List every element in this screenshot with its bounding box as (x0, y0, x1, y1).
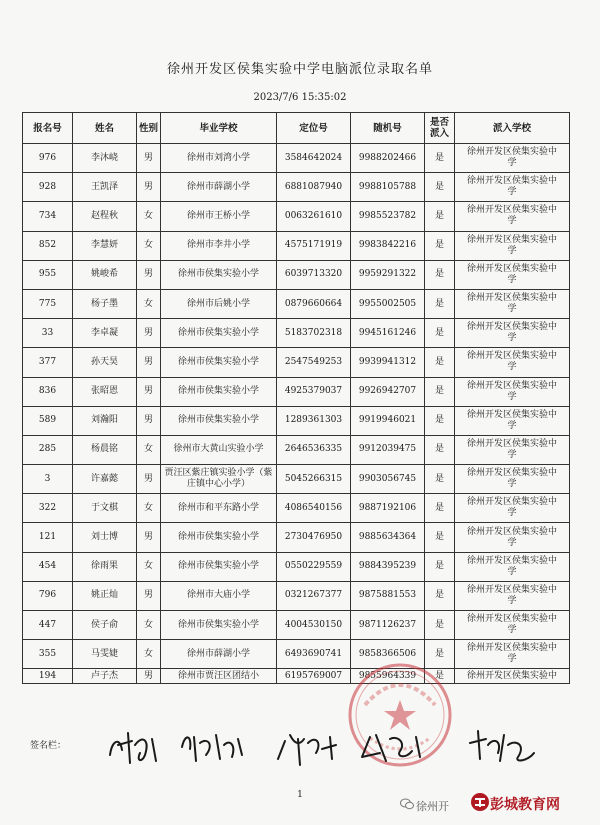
cell-gender: 女 (137, 611, 161, 640)
page-number: 1 (297, 790, 303, 800)
cell-position-number: 3584642024 (277, 144, 351, 173)
table-row (23, 494, 570, 523)
cell-id: 285 (23, 435, 73, 464)
table-row (23, 377, 570, 406)
cell-random-number: 9885634364 (351, 523, 425, 552)
cell-position-number: 2730476950 (277, 523, 351, 552)
cell-id: 3 (23, 465, 73, 494)
cell-position-number: 2547549253 (277, 348, 351, 377)
destination-line: 徐州开发区侯集实验中 (466, 670, 557, 681)
cell-random-number: 9988202466 (351, 144, 425, 173)
destination-line: 学 (507, 595, 517, 606)
cell-name: 姚正灿 (73, 581, 137, 610)
destination-line: 学 (507, 479, 517, 490)
cell-name: 李沐峣 (73, 144, 137, 173)
cell-position-number: 0879660664 (277, 289, 351, 318)
cell-position-number: 0550229559 (277, 552, 351, 581)
cell-position-number: 6039713320 (277, 260, 351, 289)
header-admitted: 是否派入 (425, 113, 455, 144)
cell-random-number: 9919946021 (351, 406, 425, 435)
cell-destination (455, 406, 570, 435)
header-position-number: 定位号 (277, 113, 351, 144)
cell-school: 徐州市侯集实验小学 (161, 406, 277, 435)
cell-destination (455, 144, 570, 173)
cell-name: 刘士博 (73, 523, 137, 552)
cell-admitted: 是 (425, 669, 455, 684)
destination-line: 徐州开发区侯集实验中 (466, 584, 557, 595)
cell-admitted: 是 (425, 435, 455, 464)
destination-line: 徐州开发区侯集实验中 (466, 409, 557, 420)
destination-line: 徐州开发区侯集实验中 (466, 526, 557, 537)
table-row (23, 611, 570, 640)
destination-line: 徐州开发区侯集实验中 (466, 497, 557, 508)
cell-name: 马雯婕 (73, 640, 137, 669)
cell-name: 侯子俞 (73, 611, 137, 640)
cell-admitted: 是 (425, 289, 455, 318)
watermark (402, 792, 597, 822)
destination-line: 学 (507, 304, 517, 315)
cell-id: 447 (23, 611, 73, 640)
cell-position-number: 1289361303 (277, 406, 351, 435)
cell-id: 852 (23, 231, 73, 260)
cell-school: 徐州市侯集实验小学 (161, 319, 277, 348)
cell-gender: 男 (137, 144, 161, 173)
destination-line: 徐州开发区侯集实验中 (466, 263, 557, 274)
cell-school: 徐州市侯集实验小学 (161, 611, 277, 640)
cell-gender: 男 (137, 348, 161, 377)
signature-label: 签名栏： (30, 741, 67, 751)
cell-destination (455, 435, 570, 464)
cell-school: 徐州市大黄山实验小学 (161, 435, 277, 464)
cell-admitted: 是 (425, 260, 455, 289)
cell-name: 张昭恩 (73, 377, 137, 406)
cell-school: 徐州市薛湖小学 (161, 173, 277, 202)
cell-school: 贾汪区紫庄镇实验小学（紫庄镇中心小学） (161, 465, 277, 494)
cell-name: 赵程秋 (73, 202, 137, 231)
cell-random-number: 9855964339 (351, 669, 425, 684)
cell-school: 徐州市薛湖小学 (161, 640, 277, 669)
cell-gender: 男 (137, 260, 161, 289)
cell-position-number: 0063261610 (277, 202, 351, 231)
cell-id: 734 (23, 202, 73, 231)
destination-line: 徐州开发区侯集实验中 (466, 468, 557, 479)
table-row (23, 319, 570, 348)
cell-position-number: 4004530150 (277, 611, 351, 640)
cell-school: 徐州市侯集实验小学 (161, 260, 277, 289)
cell-school: 徐州市刘湾小学 (161, 144, 277, 173)
table-row (23, 523, 570, 552)
cell-school: 徐州市大庙小学 (161, 581, 277, 610)
cell-position-number: 6881087940 (277, 173, 351, 202)
header-name: 姓名 (73, 113, 137, 144)
cell-position-number: 2646536335 (277, 435, 351, 464)
cell-gender: 女 (137, 435, 161, 464)
cell-school: 徐州市侯集实验小学 (161, 523, 277, 552)
destination-line: 学 (507, 274, 517, 285)
cell-position-number: 0321267377 (277, 581, 351, 610)
table-body (23, 144, 570, 684)
cell-id: 775 (23, 289, 73, 318)
brand-logo-icon (470, 792, 490, 812)
cell-school: 徐州市后姚小学 (161, 289, 277, 318)
cell-random-number: 9955002505 (351, 289, 425, 318)
cell-destination (455, 552, 570, 581)
destination-line: 徐州开发区侯集实验中 (466, 614, 557, 625)
cell-admitted: 是 (425, 465, 455, 494)
table-row (23, 289, 570, 318)
cell-destination (455, 669, 570, 684)
cell-admitted: 是 (425, 231, 455, 260)
cell-destination (455, 611, 570, 640)
table-row (23, 260, 570, 289)
destination-line: 徐州开发区侯集实验中 (466, 643, 557, 654)
cell-random-number: 9887192106 (351, 494, 425, 523)
wechat-icon (400, 798, 414, 810)
cell-destination (455, 231, 570, 260)
cell-id: 322 (23, 494, 73, 523)
cell-destination (455, 465, 570, 494)
destination-line: 学 (507, 654, 517, 665)
cell-random-number: 9858366506 (351, 640, 425, 669)
cell-admitted: 是 (425, 319, 455, 348)
cell-id: 976 (23, 144, 73, 173)
cell-school: 徐州市侯集实验小学 (161, 348, 277, 377)
cell-admitted: 是 (425, 640, 455, 669)
cell-name: 李卓凝 (73, 319, 137, 348)
cell-destination (455, 173, 570, 202)
cell-name: 许嘉懿 (73, 465, 137, 494)
table-row (23, 435, 570, 464)
cell-admitted: 是 (425, 377, 455, 406)
table-row (23, 202, 570, 231)
cell-id: 836 (23, 377, 73, 406)
destination-line: 学 (507, 245, 517, 256)
cell-gender: 女 (137, 552, 161, 581)
table-row (23, 581, 570, 610)
cell-gender: 男 (137, 669, 161, 684)
timestamp: 2023/7/6 15:35:02 (253, 92, 347, 103)
cell-random-number: 9903056745 (351, 465, 425, 494)
table-header-row (23, 113, 570, 144)
cell-position-number: 6493690741 (277, 640, 351, 669)
destination-line: 徐州开发区侯集实验中 (466, 176, 557, 187)
table-row (23, 406, 570, 435)
cell-destination (455, 494, 570, 523)
destination-line: 徐州开发区侯集实验中 (466, 555, 557, 566)
cell-random-number: 9912039475 (351, 435, 425, 464)
destination-line: 徐州开发区侯集实验中 (466, 322, 557, 333)
destination-line: 学 (507, 420, 517, 431)
table-row (23, 231, 570, 260)
destination-line: 学 (507, 158, 517, 169)
cell-name: 李慧妍 (73, 231, 137, 260)
cell-name: 徐雨果 (73, 552, 137, 581)
cell-admitted: 是 (425, 173, 455, 202)
cell-admitted: 是 (425, 552, 455, 581)
destination-line: 徐州开发区侯集实验中 (466, 147, 557, 158)
cell-destination (455, 289, 570, 318)
cell-school: 徐州市王桥小学 (161, 202, 277, 231)
destination-line: 徐州开发区侯集实验中 (466, 205, 557, 216)
cell-school: 徐州市李井小学 (161, 231, 277, 260)
cell-destination (455, 377, 570, 406)
destination-line: 徐州开发区侯集实验中 (466, 351, 557, 362)
header-id: 报名号 (23, 113, 73, 144)
cell-destination (455, 202, 570, 231)
handwritten-signatures (90, 715, 560, 775)
cell-name: 孙天昊 (73, 348, 137, 377)
cell-admitted: 是 (425, 144, 455, 173)
cell-random-number: 9985523782 (351, 202, 425, 231)
cell-id: 928 (23, 173, 73, 202)
destination-line: 学 (507, 187, 517, 198)
cell-random-number: 9945161246 (351, 319, 425, 348)
cell-position-number: 4575171919 (277, 231, 351, 260)
destination-line: 学 (507, 537, 517, 548)
cell-school: 徐州市侯集实验小学 (161, 552, 277, 581)
cell-name: 卢子杰 (73, 669, 137, 684)
cell-name: 姚峻希 (73, 260, 137, 289)
destination-line: 学 (507, 449, 517, 460)
cell-random-number: 9988105788 (351, 173, 425, 202)
header-gender: 性别 (137, 113, 161, 144)
cell-school: 徐州市侯集实验小学 (161, 377, 277, 406)
destination-line: 学 (507, 391, 517, 402)
cell-random-number: 9959291322 (351, 260, 425, 289)
cell-id: 121 (23, 523, 73, 552)
table-row (23, 465, 570, 494)
table-row (23, 348, 570, 377)
table-row (23, 173, 570, 202)
cell-admitted: 是 (425, 406, 455, 435)
destination-line: 徐州开发区侯集实验中 (466, 234, 557, 245)
cell-id: 377 (23, 348, 73, 377)
cell-position-number: 5183702318 (277, 319, 351, 348)
cell-gender: 男 (137, 581, 161, 610)
cell-name: 杨子墨 (73, 289, 137, 318)
cell-gender: 男 (137, 377, 161, 406)
document-title: 徐州开发区侯集实验中学电脑派位录取名单 (166, 62, 433, 77)
cell-destination (455, 260, 570, 289)
cell-random-number: 9983842216 (351, 231, 425, 260)
cell-position-number: 4086540156 (277, 494, 351, 523)
cell-gender: 男 (137, 465, 161, 494)
destination-line: 学 (507, 508, 517, 519)
cell-gender: 女 (137, 202, 161, 231)
cell-id: 796 (23, 581, 73, 610)
cell-id: 955 (23, 260, 73, 289)
table-row (23, 640, 570, 669)
destination-line: 徐州开发区侯集实验中 (466, 293, 557, 304)
cell-gender: 女 (137, 640, 161, 669)
admission-table (22, 112, 570, 684)
destination-line: 徐州开发区侯集实验中 (466, 380, 557, 391)
table-row (23, 669, 570, 684)
destination-line: 学 (507, 566, 517, 577)
cell-destination (455, 581, 570, 610)
destination-line: 学 (507, 333, 517, 344)
cell-destination (455, 348, 570, 377)
cell-name: 王凯泽 (73, 173, 137, 202)
cell-position-number: 5045266315 (277, 465, 351, 494)
cell-school: 徐州市和平东路小学 (161, 494, 277, 523)
table-row (23, 144, 570, 173)
header-destination: 派入学校 (455, 113, 570, 144)
cell-name: 刘瀚阳 (73, 406, 137, 435)
destination-line: 学 (507, 216, 517, 227)
cell-position-number: 6195769007 (277, 669, 351, 684)
cell-random-number: 9939941312 (351, 348, 425, 377)
cell-random-number: 9875881553 (351, 581, 425, 610)
header-random-number: 随机号 (351, 113, 425, 144)
cell-admitted: 是 (425, 494, 455, 523)
cell-destination (455, 523, 570, 552)
cell-admitted: 是 (425, 611, 455, 640)
cell-admitted: 是 (425, 348, 455, 377)
cell-id: 194 (23, 669, 73, 684)
cell-admitted: 是 (425, 581, 455, 610)
cell-destination (455, 319, 570, 348)
cell-gender: 男 (137, 523, 161, 552)
cell-admitted: 是 (425, 523, 455, 552)
destination-line: 学 (507, 625, 517, 636)
cell-gender: 男 (137, 319, 161, 348)
brand-name: 彭城教育网 (490, 797, 560, 813)
cell-name: 于文棋 (73, 494, 137, 523)
cell-school: 徐州市贾汪区团结小 (161, 669, 277, 684)
destination-line: 徐州开发区侯集实验中 (466, 438, 557, 449)
cell-position-number: 4925379037 (277, 377, 351, 406)
cell-gender: 男 (137, 173, 161, 202)
cell-random-number: 9871126237 (351, 611, 425, 640)
cell-id: 589 (23, 406, 73, 435)
cell-gender: 男 (137, 406, 161, 435)
cell-gender: 女 (137, 231, 161, 260)
cell-id: 454 (23, 552, 73, 581)
cell-destination (455, 640, 570, 669)
cell-id: 355 (23, 640, 73, 669)
destination-line: 学 (507, 362, 517, 373)
table-row (23, 552, 570, 581)
cell-id: 33 (23, 319, 73, 348)
cell-gender: 女 (137, 289, 161, 318)
cell-random-number: 9926942707 (351, 377, 425, 406)
cell-name: 杨晨铭 (73, 435, 137, 464)
cell-random-number: 9884395239 (351, 552, 425, 581)
watermark-source-text: 徐州开 (416, 800, 449, 813)
cell-gender: 女 (137, 494, 161, 523)
cell-admitted: 是 (425, 202, 455, 231)
header-school: 毕业学校 (161, 113, 277, 144)
